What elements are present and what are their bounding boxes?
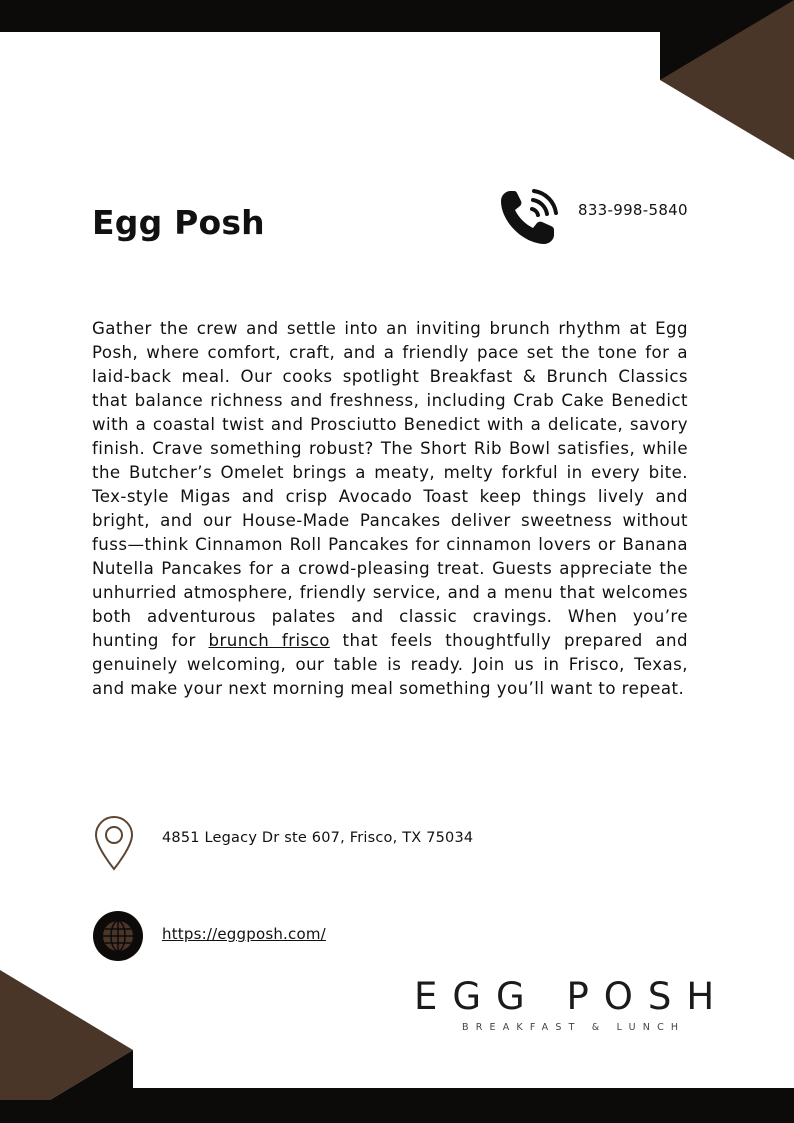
website-link[interactable]: https://eggposh.com/: [162, 925, 326, 943]
phone-number: 833-998-5840: [578, 201, 688, 219]
description-text-end: that feels thoughtfully prepared and genuinely welcoming, our table is ready. Join us in Frisco, Texas, and make your next morning meal something you’ll want to repeat.: [92, 631, 688, 698]
page-title: Egg Posh: [92, 203, 265, 242]
phone-icon: [496, 185, 560, 249]
egg-posh-logo: [400, 975, 730, 1045]
logo-tagline: BREAKFAST & LUNCH: [462, 1022, 686, 1033]
description-text-start: Gather the crew and settle into an inviting brunch rhythm at Egg Posh, where comfort, craft, and a friendly pace set the tone for a laid-back meal. Our cooks spotlight Breakfast & Brunch Classics that balance richness and freshness, including Crab Cake Benedict with a coastal twist and Prosciutto Benedict with a delicate, savory finish. Crave something robust? The Short Rib Bowl satisfies, while the Butcher’s Omelet brings a meaty, melty forkful in every bite. Tex-style Migas and crisp Avocado Toast keep things lively and bright, and our House-Made Pancakes deliver sweetness without fuss—think Cinnamon Roll Pancakes for cinnamon lovers or Banana Nutella Pancakes for a crowd-pleasing treat. Guests appreciate the unhurried atmosphere, friendly service, and a menu that welcomes both adventurous palates and classic cravings. When you’re hunting for: [92, 319, 688, 650]
brunch-frisco-link[interactable]: brunch frisco: [208, 631, 330, 650]
address-text: 4851 Legacy Dr ste 607, Frisco, TX 75034: [162, 830, 474, 846]
description-paragraph: [92, 317, 688, 701]
location-pin-icon: [92, 815, 136, 871]
logo-main-text: EGG POSH: [414, 975, 730, 1018]
globe-icon: [92, 910, 144, 962]
